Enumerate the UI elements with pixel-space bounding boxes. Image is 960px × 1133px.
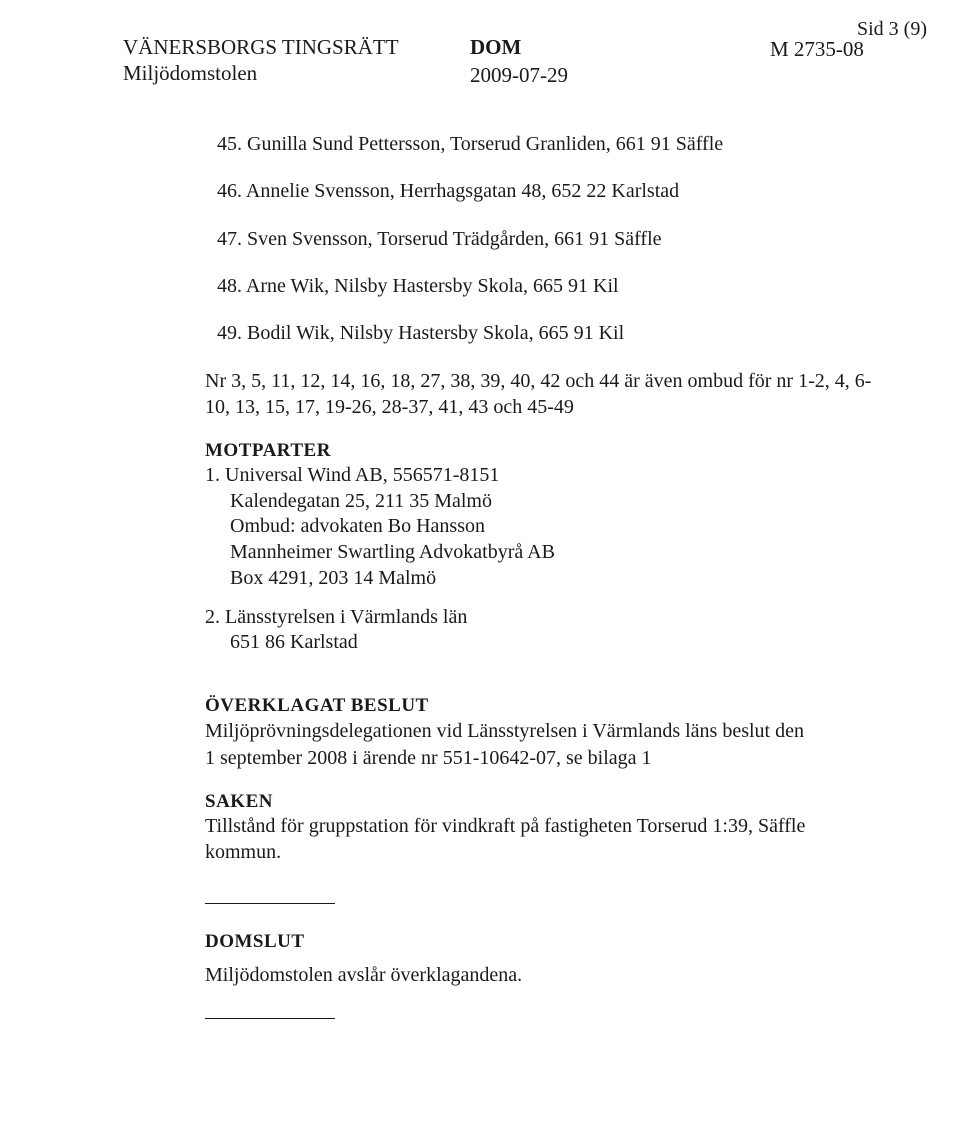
counterparty-line: Ombud: advokaten Bo Hansson [230, 515, 485, 537]
party-item: 48. Arne Wik, Nilsby Hastersby Skola, 665 91 Kil [217, 275, 619, 297]
page-number: Sid 3 (9) [857, 18, 927, 40]
saken-line: kommun. [205, 841, 282, 863]
saken-line: Tillstånd för gruppstation för vindkraft på fastigheten Torserud 1:39, Säffle [205, 815, 806, 837]
court-name: VÄNERSBORGS TINGSRÄTT [123, 35, 399, 59]
case-number: M 2735-08 [770, 37, 864, 61]
domslut-text: Miljödomstolen avslår överklagandena. [205, 964, 523, 986]
counterparty-line: Kalendegatan 25, 211 35 Malmö [230, 490, 492, 512]
counterparty-line: 1. Universal Wind AB, 556571-8151 [205, 464, 500, 486]
party-item: 45. Gunilla Sund Pettersson, Torserud Granliden, 661 91 Säffle [217, 133, 724, 155]
motparter-heading: MOTPARTER [205, 440, 331, 461]
party-item: 47. Sven Svensson, Torserud Trädgården, 661 91 Säffle [217, 228, 662, 250]
overklagat-beslut-heading: ÖVERKLAGAT BESLUT [205, 695, 429, 716]
party-item: 49. Bodil Wik, Nilsby Hastersby Skola, 665 91 Kil [217, 322, 625, 344]
counterparty-line: 651 86 Karlstad [230, 631, 358, 653]
party-item: 46. Annelie Svensson, Herrhagsgatan 48, 652 22 Karlstad [217, 180, 680, 202]
overklagat-beslut-line: Miljöprövningsdelegationen vid Länsstyrelsen i Värmlands läns beslut den [205, 720, 804, 742]
separator-rule [205, 1018, 335, 1019]
document-type: DOM [470, 35, 522, 59]
overklagat-beslut-line: 1 september 2008 i ärende nr 551-10642-07, se bilaga 1 [205, 747, 652, 769]
court-division: Miljödomstolen [123, 61, 258, 85]
ombud-note-line: 10, 13, 15, 17, 19-26, 28-37, 41, 43 och 45-49 [205, 396, 574, 418]
saken-heading: SAKEN [205, 791, 273, 812]
counterparty-line: 2. Länsstyrelsen i Värmlands län [205, 606, 468, 628]
separator-rule [205, 903, 335, 904]
domslut-heading: DOMSLUT [205, 931, 305, 952]
document-date: 2009-07-29 [470, 63, 568, 87]
ombud-note-line: Nr 3, 5, 11, 12, 14, 16, 18, 27, 38, 39, 40, 42 och 44 är även ombud för nr 1-2, 4, 6- [205, 370, 872, 392]
counterparty-line: Mannheimer Swartling Advokatbyrå AB [230, 541, 555, 563]
counterparty-line: Box 4291, 203 14 Malmö [230, 567, 437, 589]
